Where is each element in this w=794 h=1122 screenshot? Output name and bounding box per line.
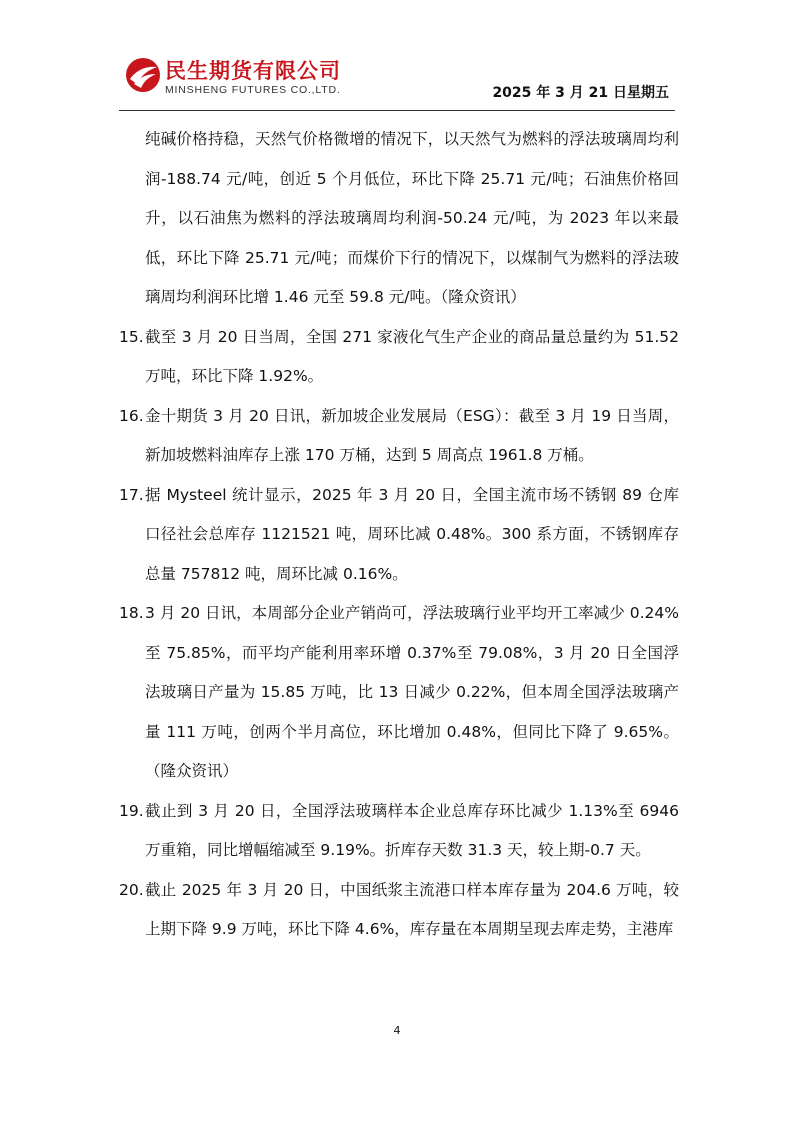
item-number: 18. bbox=[119, 604, 144, 622]
item-number: 16. bbox=[119, 406, 144, 425]
page-number: 4 bbox=[393, 1024, 401, 1037]
news-item-20 bbox=[119, 871, 679, 950]
item-number: 15. bbox=[119, 327, 144, 346]
news-item-15 bbox=[119, 318, 679, 397]
item-text: 据 Mysteel 统计显示，2025 年 3 月 20 日，全国主流市场不锈钢 89 仓库口径社会总库存 1121521 吨，周环比减 0.48%。300 系方面，不锈钢库存总量 757812 吨，周环比减 0.16%。 bbox=[145, 485, 679, 583]
item-text: 截止到 3 月 20 日，全国浮法玻璃样本企业总库存环比减少 1.13%至 6946 万重箱，同比增幅缩减至 9.19%。折库存天数 31.3 天，较上期-0.7 天。 bbox=[145, 801, 679, 859]
company-name-cn: 民生期货有限公司 bbox=[165, 59, 341, 83]
item-number: 19. bbox=[119, 801, 144, 820]
item-text: 金十期货 3 月 20 日讯，新加坡企业发展局（ESG）：截至 3 月 19 日当周，新加坡燃料油库存上涨 170 万桶，达到 5 周高点 1961.8 万桶。 bbox=[145, 406, 679, 464]
item-text: 截止 2025 年 3 月 20 日，中国纸浆主流港口样本库存量为 204.6 万吨，较上期下降 9.9 万吨，环比下降 4.6%，库存量在本周期呈现去库走势，主港库 bbox=[145, 880, 679, 938]
item-number: 17. bbox=[119, 485, 144, 504]
header-divider bbox=[119, 110, 675, 111]
item-text: 截至 3 月 20 日当周，全国 271 家液化气生产企业的商品量总量约为 51.52 万吨，环比下降 1.92%。 bbox=[145, 327, 679, 385]
news-item-18 bbox=[119, 594, 679, 792]
page-header bbox=[0, 0, 794, 120]
news-item-16 bbox=[119, 397, 679, 476]
item-text: 3 月 20 日讯，本周部分企业产销尚可，浮法玻璃行业平均开工率减少 0.24%至 75.85%，而平均产能利用率环增 0.37%至 79.08%，3 月 20 日全国浮法玻璃日产量为 15.85 万吨，比 13 日减少 0.22%，但本周全国浮法玻璃产量 111 万吨，创两个半月高位，环比增加 0.48%，但同比下降了 9.65%。（隆众资讯） bbox=[145, 604, 679, 780]
news-item-19 bbox=[119, 792, 679, 871]
item-number: 20. bbox=[119, 880, 144, 899]
company-logo bbox=[125, 55, 375, 105]
minsheng-logo-icon bbox=[125, 57, 161, 93]
continuation-paragraph: 纯碱价格持稳，天然气价格微增的情况下，以天然气为燃料的浮法玻璃周均利润-188.74 元/吨，创近 5 个月低位，环比下降 25.71 元/吨；石油焦价格回升，以石油焦为燃料的浮法玻璃周均利润-50.24 元/吨，为 2023 年以来最低，环比下降 25.71 元/吨；而煤价下行的情况下，以煤制气为燃料的浮法玻璃周均利润环比增 1.46 元至 59.8 元/吨。（隆众资讯） bbox=[145, 130, 679, 306]
report-date: 2025 年 3 月 21 日星期五 bbox=[492, 85, 669, 101]
news-item-17 bbox=[119, 476, 679, 595]
document-body bbox=[119, 120, 679, 950]
company-name-en: MINSHENG FUTURES CO.,LTD. bbox=[165, 84, 341, 96]
